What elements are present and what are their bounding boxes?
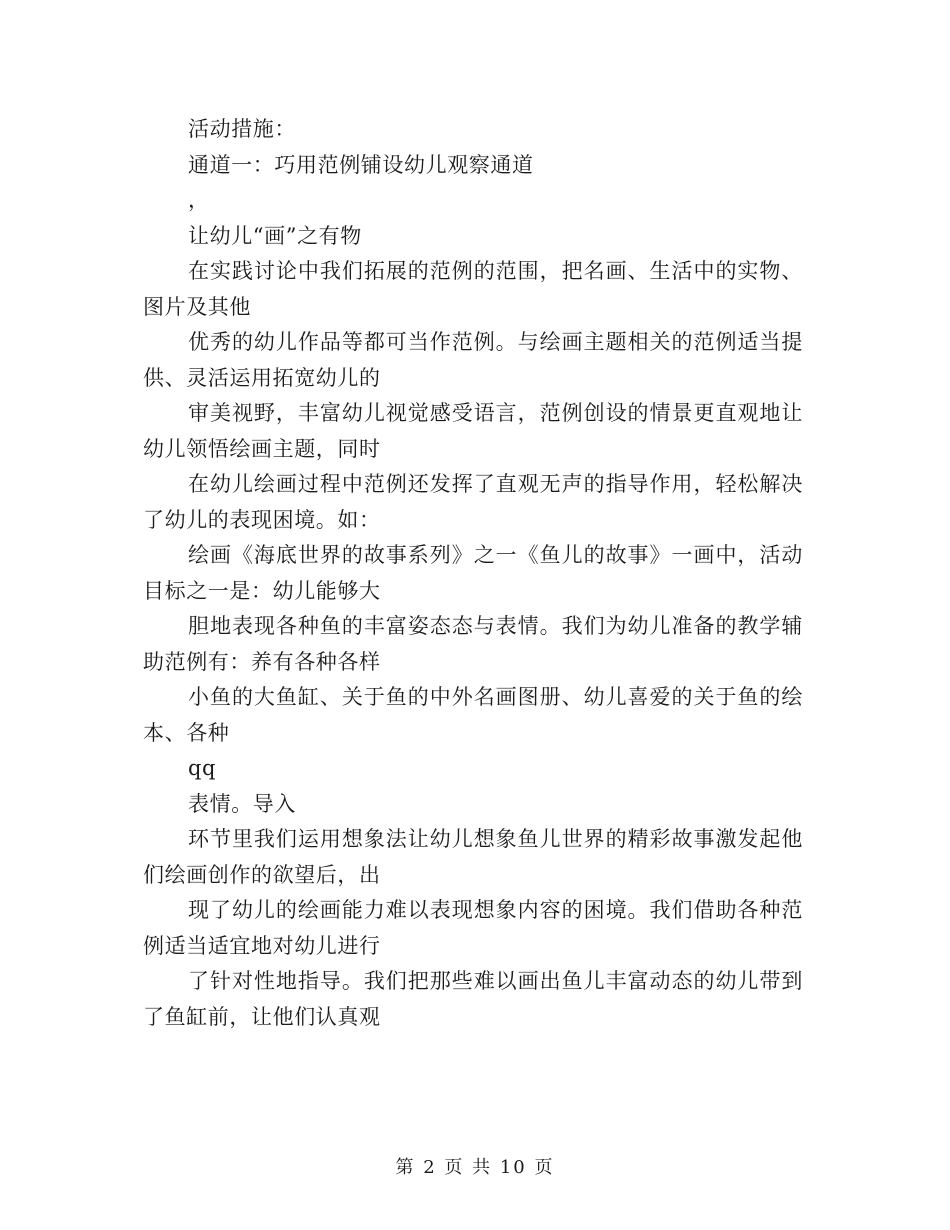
paragraph: 小鱼的大鱼缸、关于鱼的中外名画图册、幼儿喜爱的关于鱼的绘本、各种 — [143, 685, 803, 745]
paragraph: 通道一：巧用范例铺设幼儿观察通道 — [188, 152, 534, 177]
paragraph: 绘画《海底世界的故事系列》之一《鱼儿的故事》一画中，活动目标之一是：幼儿能够大 — [143, 543, 803, 603]
paragraph: 在实践讨论中我们拓展的范例的范围，把名画、生活中的实物、图片及其他 — [143, 259, 803, 319]
paragraph: 了针对性地指导。我们把那些难以画出鱼儿丰富动态的幼儿带到了鱼缸前，让他们认真观 — [143, 969, 803, 1029]
paragraph: 环节里我们运用想象法让幼儿想象鱼儿世界的精彩故事激发起他们绘画创作的欲望后，出 — [143, 827, 803, 887]
paragraph: 活动措施： — [188, 117, 296, 141]
document-body — [143, 112, 803, 1035]
paragraph: 审美视野，丰富幼儿视觉感受语言，范例创设的情景更直观地让幼儿领悟绘画主题，同时 — [143, 401, 803, 461]
paragraph: 胆地表现各种鱼的丰富姿态态与表情。我们为幼儿准备的教学辅助范例有：养有各种各样 — [143, 614, 803, 674]
page-number-footer: 第 2 页 共 10 页 — [395, 1157, 555, 1178]
paragraph: 在幼儿绘画过程中范例还发挥了直观无声的指导作用，轻松解决了幼儿的表现困境。如： — [143, 472, 803, 532]
paragraph: 让幼儿“画”之有物 — [188, 223, 362, 248]
paragraph: 现了幼儿的绘画能力难以表现想象内容的困境。我们借助各种范例适当适宜地对幼儿进行 — [143, 898, 803, 958]
paragraph: 表情。导入 — [188, 791, 296, 816]
paragraph: qq — [188, 756, 217, 780]
paragraph: ， — [188, 188, 210, 212]
paragraph: 优秀的幼儿作品等都可当作范例。与绘画主题相关的范例适当提供、灵活运用拓宽幼儿的 — [143, 330, 803, 390]
